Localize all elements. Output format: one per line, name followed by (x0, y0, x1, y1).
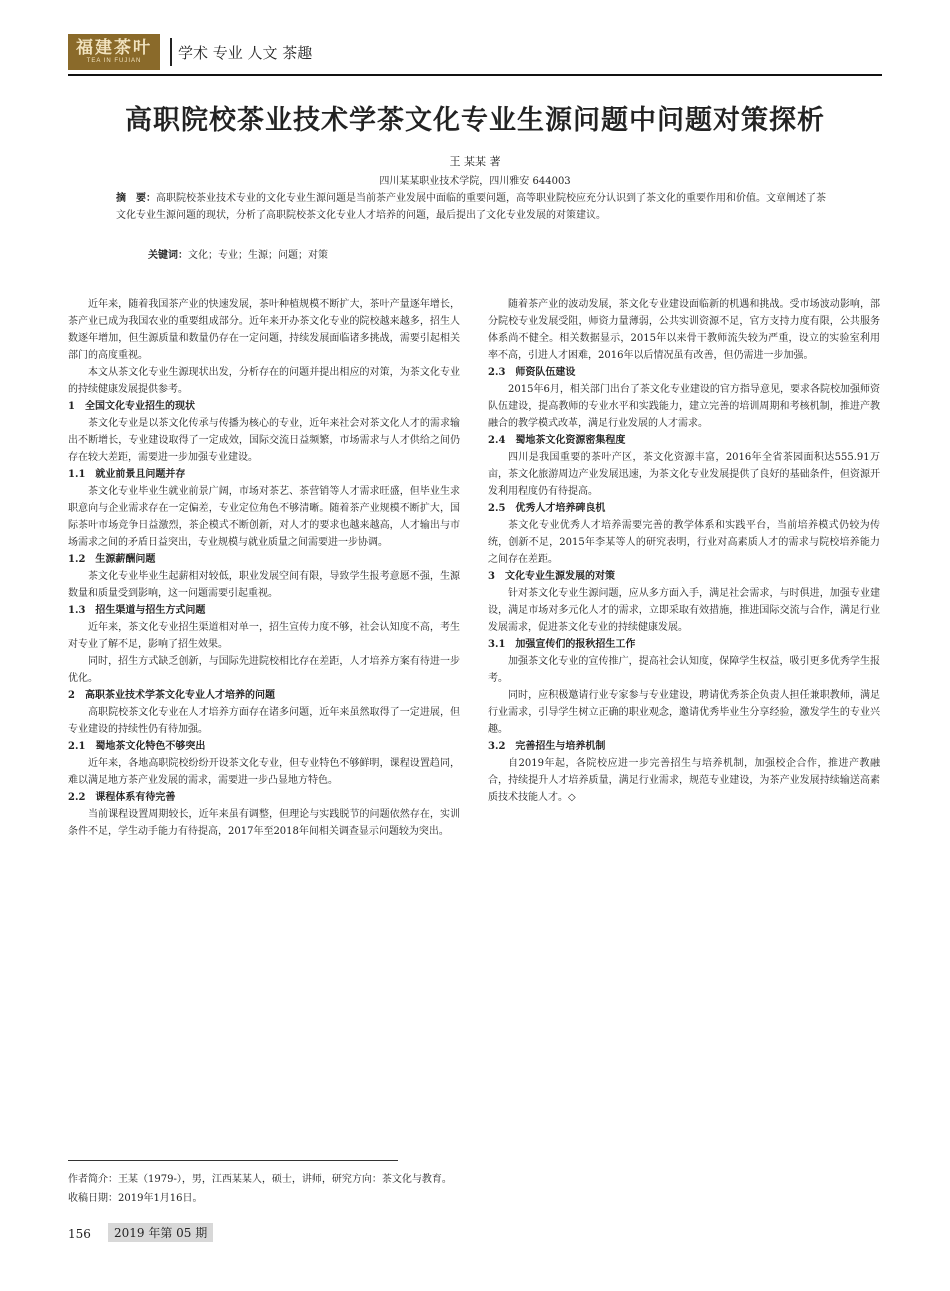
issue-label: 2019 年第 05 期 (108, 1223, 213, 1242)
section-heading: 2.3 师资队伍建设 (488, 367, 576, 378)
page-number: 156 (68, 1227, 91, 1241)
section-heading: 2.2 课程体系有待完善 (68, 792, 176, 803)
body-paragraph: 2015年6月，相关部门出台了茶文化专业建设的官方指导意见，要求各院校加强师资队伍建设，提高教师的专业水平和实践能力，建立完善的培训周期和考核机制，推进产教融合的教学模式改革，满足行业发展的人才需求。 (488, 384, 880, 429)
logo-subtitle: TEA IN FUJIAN (86, 58, 142, 64)
section-heading: 3.1 加强宣传们的报秋招生工作 (488, 639, 636, 650)
body-paragraph: 近年来，随着我国茶产业的快速发展，茶叶种植规模不断扩大，茶叶产量逐年增长，茶产业已成为我国农业的重要组成部分。近年来开办茶文化专业的院校越来越多，招生人数逐年增加，但生源质量和数量仍存在一定问题，持续发展面临诸多挑战，需要引起相关部门的高度重视。 (68, 299, 460, 361)
body-paragraph: 茶文化专业优秀人才培养需要完善的教学体系和实践平台，当前培养模式仍较为传统，创新不足，2015年李某等人的研究表明，行业对高素质人才的需求与院校培养能力之间存在差距。 (488, 520, 880, 565)
section-heading: 3.2 完善招生与培养机制 (488, 741, 606, 752)
section-heading: 2.1 蜀地茶文化特色不够突出 (68, 741, 206, 752)
body-column-right (488, 296, 880, 806)
header-divider (170, 38, 172, 66)
body-paragraph: 茶文化专业是以茶文化传承与传播为核心的专业，近年来社会对茶文化人才的需求输出不断增长，专业建设取得了一定成效，国际交流日益频繁，市场需求与人才供给之间仍存在较大差距，需要进一步加强专业建设。 (68, 418, 460, 463)
keywords (148, 246, 328, 261)
paper-title: 高职院校茶业技术学茶文化专业生源问题中问题对策探析 (125, 105, 825, 136)
body-paragraph: 四川是我国重要的茶叶产区，茶文化资源丰富，2016年全省茶园面积达555.91万亩，茶文化旅游周边产业发展迅速，为茶文化专业发展提供了良好的基础条件，但资源开发利用程度仍有待提高。 (488, 452, 880, 497)
abstract-label: 摘 要： (116, 193, 156, 204)
abstract-text: 高职院校茶业技术专业的文化专业生源问题是当前茶产业发展中面临的重要问题，高等职业院校应充分认识到了茶文化的重要作用和价值。文章阐述了茶文化专业生源问题的现状，分析了高职院校茶文化专业人才培养的问题，最后提出了文化专业发展的对策建议。 (116, 193, 826, 221)
body-column-left (68, 296, 460, 840)
body-paragraph: 针对茶文化专业生源问题，应从多方面入手，满足社会需求，与时俱进，加强专业建设，满足市场对多元化人才的需求，立即采取有效措施，推进国际交流与合作，满足行业发展需求，促进茶文化专业的持续健康发展。 (488, 588, 880, 633)
body-paragraph: 加强茶文化专业的宣传推广，提高社会认知度，保障学生权益，吸引更多优秀学生报考。 (488, 656, 880, 684)
section-heading: 2 高职茶业技术学茶文化专业人才培养的问题 (68, 690, 275, 701)
keywords-label: 关键词： (148, 250, 188, 261)
section-heading: 1.1 就业前景且问题并存 (68, 469, 186, 480)
body-paragraph: 当前课程设置周期较长，近年来虽有调整，但理论与实践脱节的问题依然存在，实训条件不足，学生动手能力有待提高，2017年至2018年间相关调查显示问题较为突出。 (68, 809, 460, 837)
section-heading: 1.3 招生渠道与招生方式问题 (68, 605, 206, 616)
body-paragraph: 近年来，各地高职院校纷纷开设茶文化专业，但专业特色不够鲜明，课程设置趋同，难以满足地方茶产业发展的需求，需要进一步凸显地方特色。 (68, 758, 460, 786)
body-paragraph: 同时，应积极邀请行业专家参与专业建设，聘请优秀茶企负责人担任兼职教师，满足行业需求，引导学生树立正确的职业观念，邀请优秀毕业生分享经验，激发学生的专业兴趣。 (488, 690, 880, 735)
body-paragraph: 近年来，茶文化专业招生渠道相对单一，招生宣传力度不够，社会认知度不高，考生对专业了解不足，影响了招生效果。 (68, 622, 460, 650)
abstract (116, 190, 834, 224)
section-heading: 2.5 优秀人才培养碑良机 (488, 503, 606, 514)
footnote-rule (68, 1160, 398, 1161)
body-paragraph: 茶文化专业毕业生就业前景广阔，市场对茶艺、茶营销等人才需求旺盛，但毕业生求职意向与企业需求存在一定偏差，专业定位角色不够清晰。随着茶产业规模不断扩大，国际茶叶市场竞争日益激烈，茶企模式不断创新，对人才的要求也越来越高，人才输出与市场需求之间的矛盾日益突出，专业规模与就业质量之间需要进一步协调。 (68, 486, 460, 548)
header-rule (68, 74, 882, 76)
keywords-text: 文化；专业；生源；问题；对策 (188, 250, 328, 261)
journal-slogan: 学术 专业 人文 茶趣 (178, 43, 313, 62)
journal-header (68, 32, 312, 72)
body-paragraph: 高职院校茶文化专业在人才培养方面存在诸多问题，近年来虽然取得了一定进展，但专业建设的持续性仍有待加强。 (68, 707, 460, 735)
body-paragraph: 茶文化专业毕业生起薪相对较低，职业发展空间有限，导致学生报考意愿不强，生源数量和质量受到影响，这一问题需要引起重视。 (68, 571, 460, 599)
footnote-author-intro: 作者简介：王某（1979-），男，江西某某人，硕士，讲师，研究方向：茶文化与教育。 (68, 1174, 452, 1185)
footnote-received-date: 收稿日期：2019年1月16日。 (68, 1193, 203, 1204)
section-heading: 1.2 生源薪酬问题 (68, 554, 156, 565)
body-paragraph: 本文从茶文化专业生源现状出发，分析存在的问题并提出相应的对策，为茶文化专业的持续健康发展提供参考。 (68, 367, 460, 395)
section-heading: 1 全国文化专业招生的现状 (68, 401, 195, 412)
body-paragraph: 自2019年起，各院校应进一步完善招生与培养机制，加强校企合作，推进产教融合，持续提升人才培养质量，满足行业需求，规范专业建设，为茶产业发展持续输送高素质技术技能人才。◇ (488, 758, 880, 803)
body-paragraph: 同时，招生方式缺乏创新，与国际先进院校相比存在差距，人才培养方案有待进一步优化。 (68, 656, 460, 684)
section-heading: 3 文化专业生源发展的对策 (488, 571, 615, 582)
body-paragraph: 随着茶产业的波动发展，茶文化专业建设面临新的机遇和挑战。受市场波动影响，部分院校专业发展受阻，师资力量薄弱，公共实训资源不足，官方支持力度有限，公共服务体系尚不健全。相关数据显示，2015年以来骨干教师流失较为严重，设立的实验室利用率不高，引进人才困难，2016年以后情况虽有改善，但仍需进一步加强。 (488, 299, 880, 361)
logo-text: 福建茶叶 (76, 38, 152, 58)
paper-author: 王 某某 著 (449, 155, 501, 168)
paper-affiliation: 四川某某职业技术学院，四川雅安 644003 (379, 176, 571, 187)
section-heading: 2.4 蜀地茶文化资源密集程度 (488, 435, 626, 446)
journal-logo (68, 34, 160, 70)
